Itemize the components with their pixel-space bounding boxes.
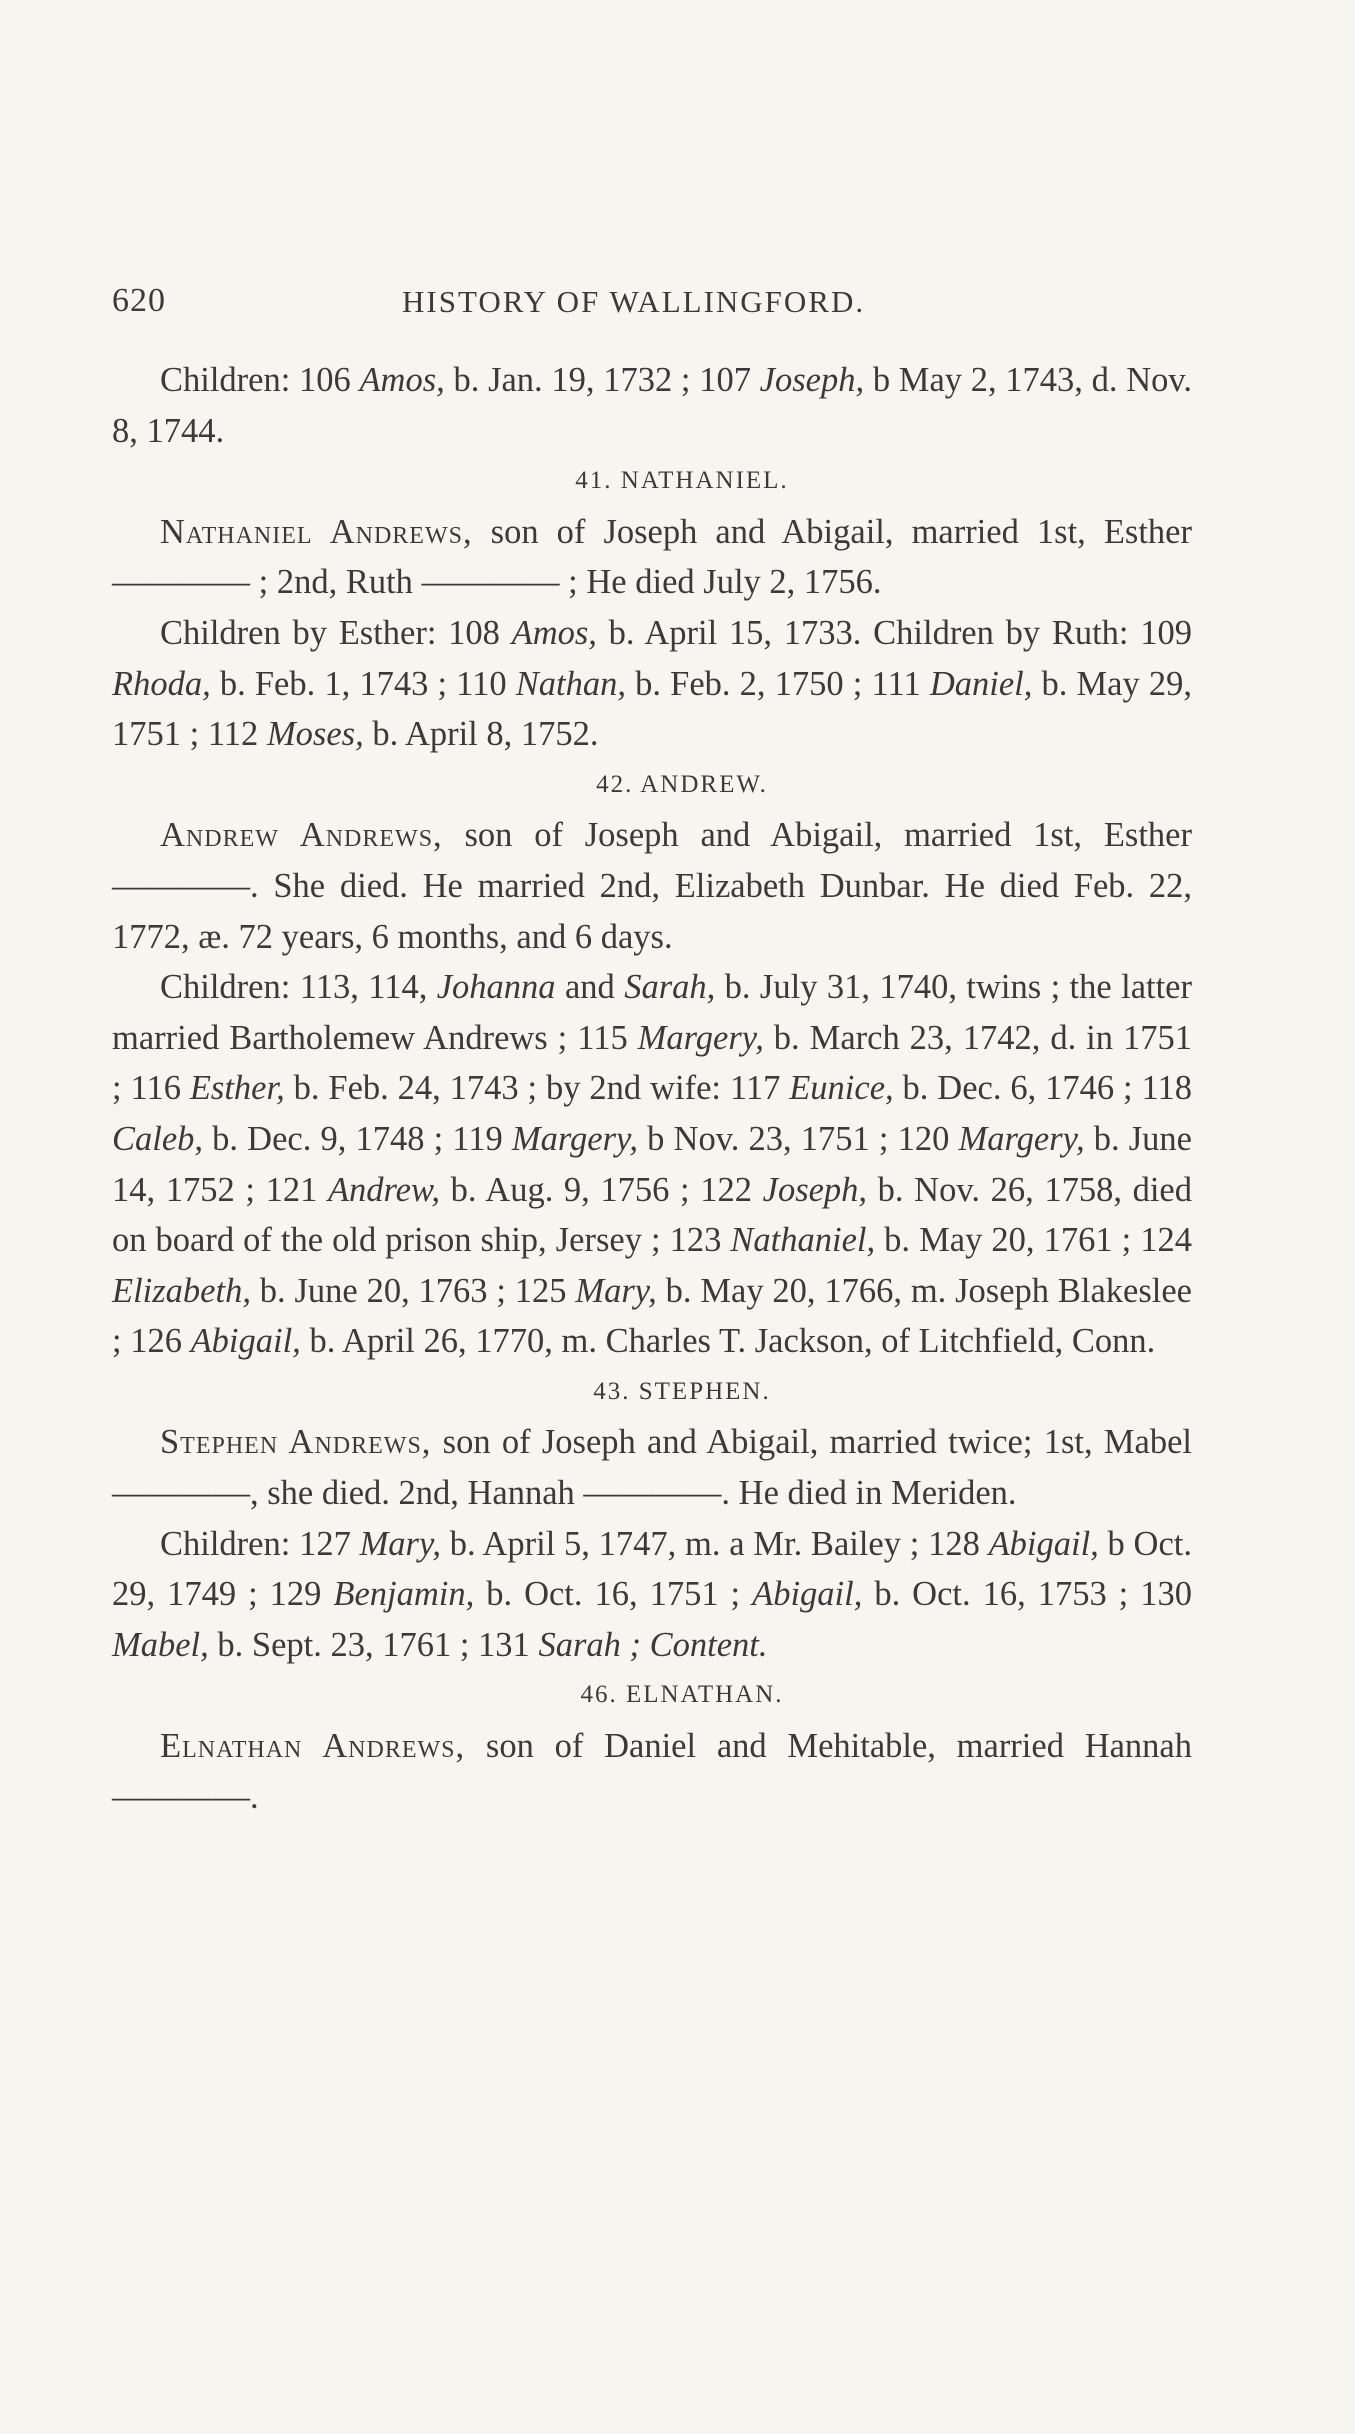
paragraph-andrew-children: Children: 113, 114, Johanna and Sarah, b. July 31, 1740, twins ; the latter married Bartholemew Andrews ; 115 Margery, b. March 23, 1742, d. in 1751 ; 116 Esther, b. Feb. 24, 1743 ; by 2nd wife: 117 Eunice, b. Dec. 6, 1746 ; 118 Caleb, b. Dec. 9, 1748 ; 119 Margery, b Nov. 23, 1751 ; 120 Margery, b. June 14, 1752 ; 121 Andrew, b. Aug. 9, 1756 ; 122 Joseph, b. Nov. 26, 1758, died on board of the old prison ship, Jersey ; 123 Nathaniel, b. May 20, 1761 ; 124 Elizabeth, b. June 20, 1763 ; 125 Mary, b. May 20, 1766, m. Joseph Blakeslee ; 126 Abigail, b. April 26, 1770, m. Charles T. Jackson, of Litchfield, Conn. — [112, 968, 1192, 1361]
paragraph-stephen-children: Children: 127 Mary, b. April 5, 1747, m. a Mr. Bailey ; 128 Abigail, b Oct. 29, 1749 ; 129 Benjamin, b. Oct. 16, 1751 ; Abigail, b. Oct. 16, 1753 ; 130 Mabel, b. Sept. 23, 1761 ; 131 Sarah ; Content. — [112, 1524, 1192, 1664]
paragraph-nathaniel-bio: Nathaniel Andrews, son of Joseph and Abigail, married 1st, Esther ———— ; 2nd, Ruth ———— ; He died July 2, 1756. — [112, 512, 1192, 602]
page-header — [112, 282, 1242, 332]
running-title: HISTORY OF WALLINGFORD. — [402, 284, 866, 319]
page-number: 620 — [112, 282, 166, 319]
section-heading-46: 46. ELNATHAN. — [580, 1681, 784, 1709]
page-body — [112, 355, 1192, 1822]
paragraph-nathaniel-children: Children by Esther: 108 Amos, b. April 15, 1733. Children by Ruth: 109 Rhoda, b. Feb. 1, 1743 ; 110 Nathan, b. Feb. 2, 1750 ; 111 Daniel, b. May 29, 1751 ; 112 Moses, b. April 8, 1752. — [112, 613, 1192, 754]
paragraph-children-joseph: Children: 106 Amos, b. Jan. 19, 1732 ; 107 Joseph, b May 2, 1743, d. Nov. 8, 1744. — [112, 361, 1192, 450]
section-heading-43: 43. STEPHEN. — [593, 1377, 771, 1405]
paragraph-andrew-bio: Andrew Andrews, son of Joseph and Abigail, married 1st, Esther ————. She died. He married 2nd, Elizabeth Dunbar. He died Feb. 22, 1772, æ. 72 years, 6 months, and 6 days. — [112, 816, 1192, 956]
paragraph-elnathan-bio: Elnathan Andrews, son of Daniel and Mehitable, married Hannah ————. — [112, 1727, 1192, 1816]
section-heading-41: 41. NATHANIEL. — [575, 467, 789, 495]
section-heading-42: 42. ANDREW. — [596, 770, 768, 798]
paragraph-stephen-bio: Stephen Andrews, son of Joseph and Abigail, married twice; 1st, Mabel ————, she died. 2nd, Hannah ————. He died in Meriden. — [112, 1423, 1192, 1513]
